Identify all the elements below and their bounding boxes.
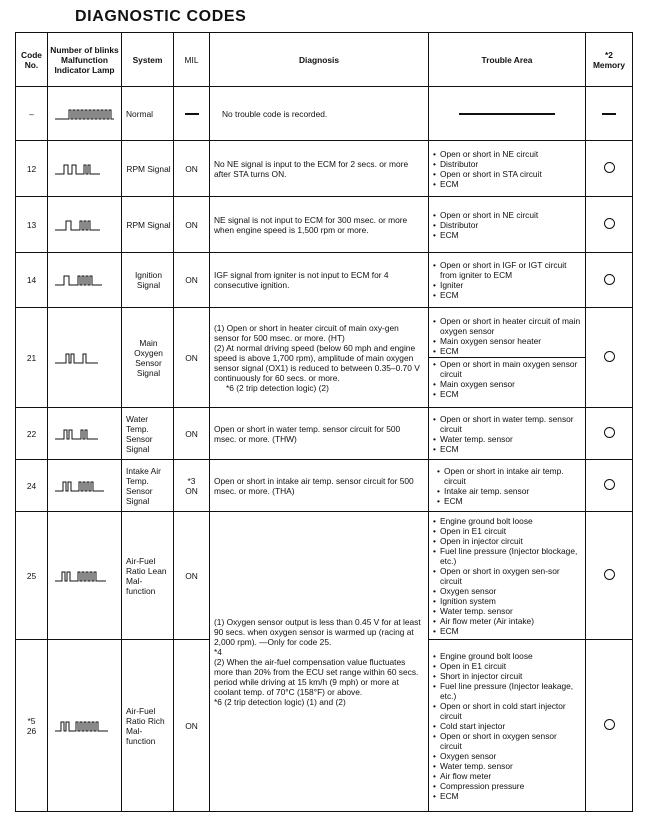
blink-pattern-icon	[54, 427, 116, 441]
code-cell: 25	[16, 512, 48, 640]
table-row	[16, 512, 633, 640]
header-memory	[586, 33, 633, 87]
trouble-item: • Engine ground bolt loose	[433, 651, 581, 661]
header-system: System	[122, 33, 174, 87]
header-diagnosis: Diagnosis	[210, 33, 429, 87]
header-memory-label: Memory	[592, 59, 626, 70]
trouble-item: • Oxygen sensor	[433, 586, 581, 596]
memory-cell	[586, 640, 633, 812]
diagnosis-cell: IGF signal from igniter is not input to ECM for 4 consecutive ignition.	[210, 253, 429, 308]
circle-mark	[604, 569, 615, 580]
blink-pattern-icon	[54, 218, 116, 232]
code-cell: 12	[16, 141, 48, 197]
header-trouble-area: Trouble Area	[429, 33, 586, 87]
header-mil: MIL	[174, 33, 210, 87]
circle-mark	[604, 719, 615, 730]
mil-cell	[174, 87, 210, 141]
blink-pattern	[48, 460, 122, 512]
trouble-item: • Open in E1 circuit	[433, 526, 581, 536]
table-row	[16, 408, 633, 460]
system-cell: Air-Fuel Ratio Rich Mal-function	[122, 640, 174, 812]
code-cell: 13	[16, 197, 48, 253]
trouble-item: • Open or short in NE circuit	[433, 210, 581, 220]
trouble-group-heater	[429, 315, 585, 357]
trouble-cell	[429, 141, 586, 197]
header-memory-note: *2	[605, 49, 613, 60]
diagnostic-codes-table	[15, 32, 633, 812]
diagnosis-cell-shared	[210, 512, 429, 812]
diagnosis-line: (2) At normal driving speed (below 60 mph and engine speed is above 1,700 rpm), amplitude of main oxygen sensor signal (OX1) is reduced to between 0.35–0.70 V continuously for 60 secs. or more.	[214, 342, 420, 383]
trouble-item: • Open or short in NE circuit	[433, 149, 581, 159]
table-row	[16, 197, 633, 253]
circle-mark	[604, 274, 615, 285]
mil-cell: ON	[174, 512, 210, 640]
memory-cell	[586, 253, 633, 308]
diagnosis-cell: Open or short in water temp. sensor circuit for 500 msec. or more. (THW)	[210, 408, 429, 460]
trouble-cell	[429, 87, 586, 141]
memory-cell	[586, 87, 633, 141]
system-cell: Air-Fuel Ratio Lean Mal-function	[122, 512, 174, 640]
circle-mark	[604, 218, 615, 229]
trouble-item: • Water temp. sensor	[433, 761, 581, 771]
mil-value: ON	[185, 485, 198, 496]
diagnosis-line: (1) Open or short in heater circuit of main oxy-gen sensor for 500 msec. or more. (HT)	[214, 322, 399, 343]
header-blinks: Number of blinks Malfunction Indicator Lamp	[48, 33, 122, 87]
trouble-cell	[429, 308, 586, 408]
blink-pattern	[48, 253, 122, 308]
trouble-item: • Fuel line pressure (Injector blockage, etc.)	[433, 546, 581, 566]
table-row	[16, 460, 633, 512]
blink-pattern-icon	[54, 719, 116, 733]
trouble-item: • Cold start injector	[433, 721, 581, 731]
memory-cell	[586, 512, 633, 640]
trouble-item: • Engine ground bolt loose	[433, 516, 581, 526]
blink-pattern-icon	[54, 351, 116, 365]
trouble-item: • Open in E1 circuit	[433, 661, 581, 671]
memory-cell	[586, 141, 633, 197]
mil-cell: ON	[174, 308, 210, 408]
trouble-item: • Open or short in intake air temp. circuit	[437, 466, 581, 486]
trouble-item: • Open or short in IGF or IGT circuit from igniter to ECM	[433, 260, 581, 280]
trouble-item: • Distributor	[433, 159, 581, 169]
mil-note: *3	[187, 475, 196, 486]
table-row	[16, 141, 633, 197]
blink-pattern	[48, 640, 122, 812]
trouble-item: • ECM	[437, 496, 581, 506]
header-code: Code No.	[16, 33, 48, 87]
code-cell: 22	[16, 408, 48, 460]
memory-cell	[586, 408, 633, 460]
trouble-item: • ECM	[433, 389, 581, 399]
system-cell: Main Oxygen Sensor Signal	[122, 308, 174, 408]
diagnosis-cell: No trouble code is recorded.	[210, 87, 429, 141]
blink-pattern-icon	[54, 479, 116, 493]
blink-pattern-icon	[54, 107, 116, 121]
trouble-item: • ECM	[433, 444, 581, 454]
trouble-item: • Air flow meter (Air intake)	[433, 616, 581, 626]
code-cell: –	[16, 87, 48, 141]
trouble-item: • Compression pressure	[433, 781, 581, 791]
mil-cell: ON	[174, 197, 210, 253]
trouble-item: • Fuel line pressure (Injector leakage, etc.)	[433, 681, 581, 701]
trouble-item: • Intake air temp. sensor	[437, 486, 581, 496]
blink-pattern	[48, 141, 122, 197]
memory-cell	[586, 460, 633, 512]
trouble-item: • Open or short in oxygen sensor circuit	[433, 731, 581, 751]
trouble-cell	[429, 460, 586, 512]
diagnosis-line: *4	[214, 646, 222, 657]
blink-pattern	[48, 87, 122, 141]
trouble-item: • Air flow meter	[433, 771, 581, 781]
circle-mark	[604, 351, 615, 362]
blink-pattern-icon	[54, 162, 116, 176]
code-cell: 21	[16, 308, 48, 408]
diagnosis-line: *6 (2 trip detection logic) (1) and (2)	[214, 696, 346, 707]
trouble-item: • Distributor	[433, 220, 581, 230]
trouble-item: • Open or short in STA circuit	[433, 169, 581, 179]
blink-pattern	[48, 408, 122, 460]
trouble-item: • Igniter	[433, 280, 581, 290]
system-cell: Normal	[122, 87, 174, 141]
page-title: DIAGNOSTIC CODES	[75, 8, 247, 25]
diagnosis-cell	[210, 308, 429, 408]
trouble-item: • Oxygen sensor	[433, 751, 581, 761]
system-cell: RPM Signal	[122, 141, 174, 197]
trouble-cell	[429, 640, 586, 812]
system-cell: Water Temp. Sensor Signal	[122, 408, 174, 460]
diagnosis-cell: NE signal is not input to ECM for 300 msec. or more when engine speed is 1,500 rpm or more.	[210, 197, 429, 253]
trouble-item: • ECM	[433, 791, 581, 801]
blink-pattern	[48, 308, 122, 408]
trouble-item: • Main oxygen sensor heater	[433, 336, 581, 346]
mil-cell: ON	[174, 141, 210, 197]
circle-mark	[604, 479, 615, 490]
table-row	[16, 308, 633, 408]
trouble-item: • Open or short in oxygen sen-sor circuit	[433, 566, 581, 586]
trouble-group-sensor	[429, 357, 585, 400]
trouble-item: • Open or short in cold start injector circuit	[433, 701, 581, 721]
mil-cell: ON	[174, 408, 210, 460]
trouble-item: • Open or short in heater circuit of main oxygen sensor	[433, 316, 581, 336]
mil-cell	[174, 460, 210, 512]
blink-pattern-icon	[54, 569, 116, 583]
blink-pattern	[48, 512, 122, 640]
trouble-item: • Open in injector circuit	[433, 536, 581, 546]
blink-pattern-icon	[54, 273, 116, 287]
circle-mark	[604, 162, 615, 173]
diagnosis-cell: Open or short in intake air temp. sensor circuit for 500 msec. or more. (THA)	[210, 460, 429, 512]
dash-mark	[602, 113, 616, 115]
trouble-item: • Main oxygen sensor	[433, 379, 581, 389]
trouble-item: • Open or short in main oxygen sensor circuit	[433, 359, 581, 379]
dash-mark	[459, 113, 555, 115]
trouble-item: • ECM	[433, 179, 581, 189]
code-note: *5	[27, 715, 36, 726]
diagnosis-line: (1) Oxygen sensor output is less than 0.45 V for at least 90 secs. when oxygen sensor is warmed up (racing at 2,000 rpm). —Only for code 25.	[214, 616, 421, 647]
code-cell	[16, 640, 48, 812]
dash-mark	[185, 113, 199, 115]
trouble-item: • Ignition system	[433, 596, 581, 606]
system-cell: RPM Signal	[122, 197, 174, 253]
memory-cell	[586, 197, 633, 253]
diagnosis-line: (2) When the air-fuel compensation value fluctuates more than 20% from the ECU set range within 60 secs. period while driving at 15 km/h (9 mph) or more at coolant temp. of 70°C (158°F) or above.	[214, 656, 419, 697]
system-cell: Intake Air Temp. Sensor Signal	[122, 460, 174, 512]
trouble-item: • Open or short in water temp. sensor circuit	[433, 414, 581, 434]
table-row	[16, 87, 633, 141]
trouble-item: • ECM	[433, 346, 581, 356]
diagnosis-line: *6 (2 trip detection logic) (2)	[226, 382, 329, 393]
trouble-item: • Water temp. sensor	[433, 606, 581, 616]
system-cell: Ignition Signal	[122, 253, 174, 308]
mil-cell: ON	[174, 253, 210, 308]
code-cell: 24	[16, 460, 48, 512]
trouble-cell	[429, 408, 586, 460]
trouble-cell	[429, 253, 586, 308]
mil-cell: ON	[174, 640, 210, 812]
code-cell: 14	[16, 253, 48, 308]
trouble-item: • Water temp. sensor	[433, 434, 581, 444]
blink-pattern	[48, 197, 122, 253]
trouble-item: • Short in injector circuit	[433, 671, 581, 681]
trouble-item: • ECM	[433, 626, 581, 636]
diagnosis-cell: No NE signal is input to the ECM for 2 secs. or more after STA turns ON.	[210, 141, 429, 197]
table-row	[16, 253, 633, 308]
trouble-item: • ECM	[433, 230, 581, 240]
trouble-cell	[429, 512, 586, 640]
trouble-item: • ECM	[433, 290, 581, 300]
memory-cell	[586, 308, 633, 408]
table-header-row	[16, 33, 633, 87]
trouble-cell	[429, 197, 586, 253]
code-value: 26	[26, 725, 37, 736]
circle-mark	[604, 427, 615, 438]
